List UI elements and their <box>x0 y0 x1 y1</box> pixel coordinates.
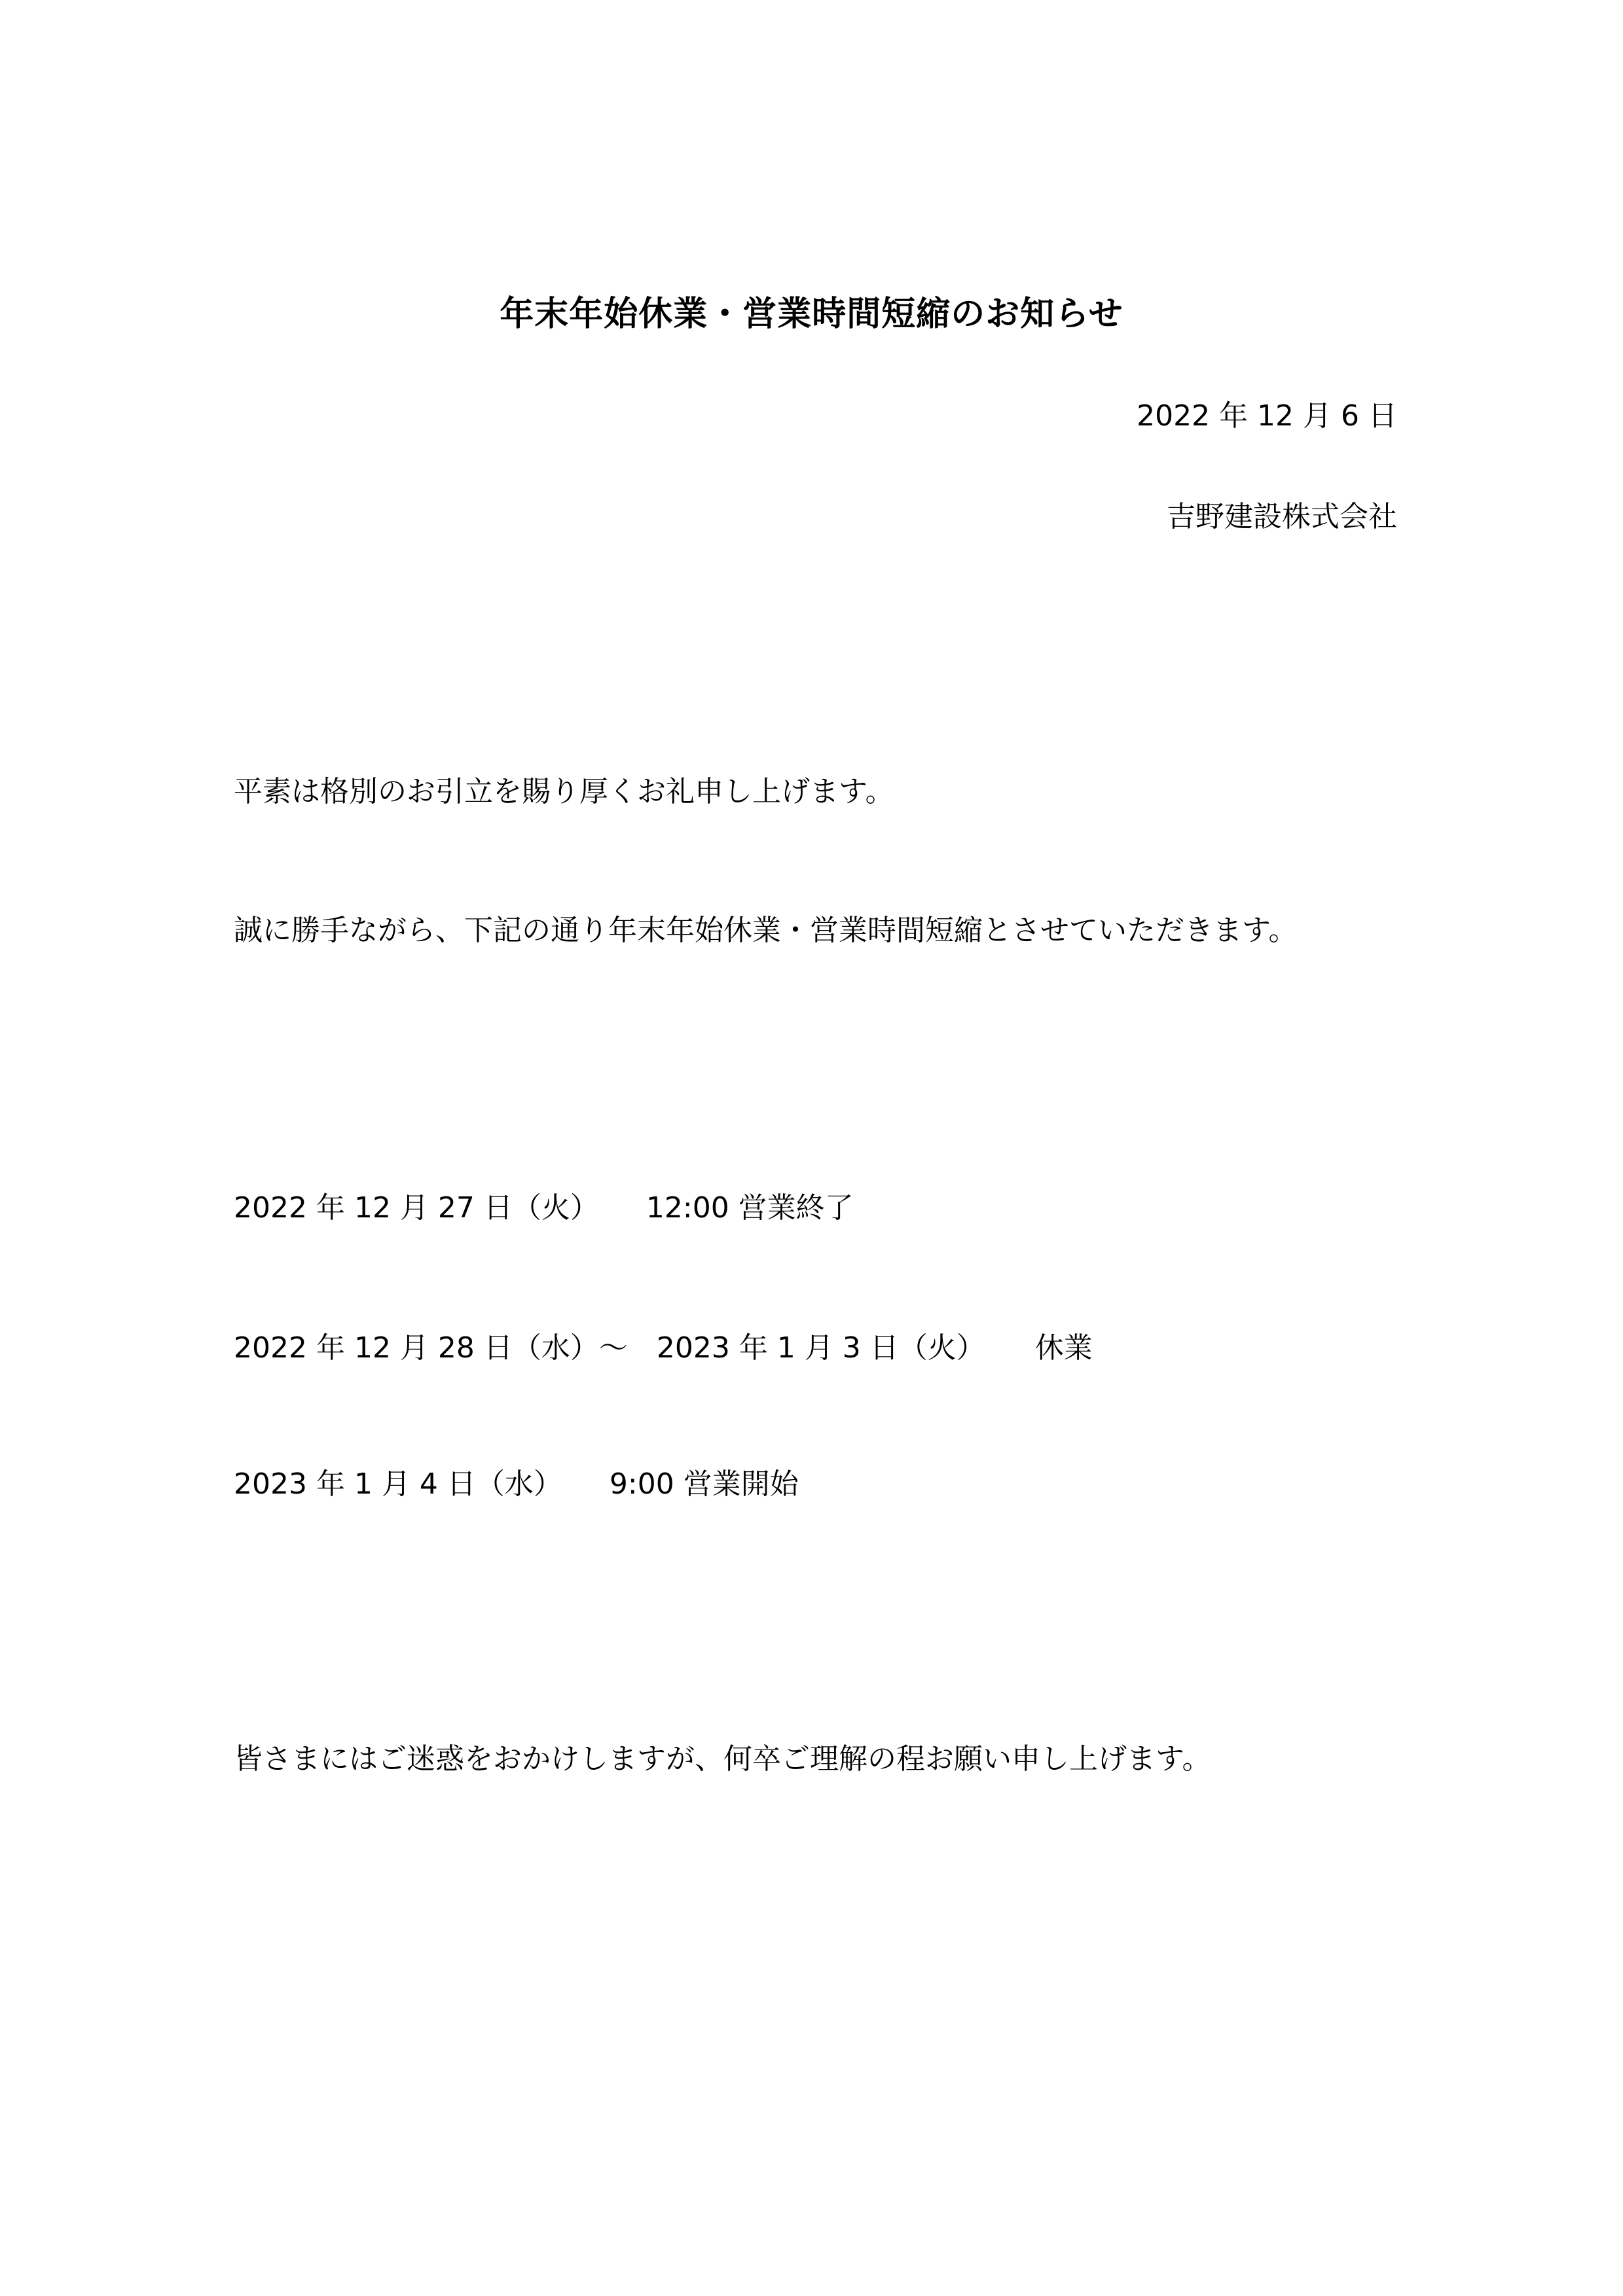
schedule-date-to: 2023 年 1 月 3 日（火） <box>656 1331 985 1365</box>
schedule-row-holiday <box>234 1329 1093 1368</box>
schedule-detail: 9:00 営業開始 <box>609 1467 799 1501</box>
schedule-detail: 12:00 営業終了 <box>646 1191 854 1225</box>
schedule-detail: 休業 <box>1034 1331 1093 1365</box>
schedule-row-reopen <box>234 1465 799 1504</box>
schedule-date-from: 2022 年 12 月 28 日（水）～ <box>234 1331 628 1365</box>
greeting-text: 平素は格別のお引立を賜り厚くお礼申し上げます。 <box>234 775 894 808</box>
intro-text: 誠に勝手ながら、下記の通り年末年始休業・営業時間短縮とさせていただきます。 <box>234 914 1298 947</box>
notice-date: 2022 年 12 月 6 日 <box>1137 399 1397 433</box>
schedule-date: 2023 年 1 月 4 日（水） <box>234 1467 562 1501</box>
schedule-row-early-close <box>234 1189 854 1228</box>
closing-text: 皆さまにはご迷惑をおかけしますが、何卒ご理解の程お願い申し上げます。 <box>234 1742 1211 1776</box>
schedule-date: 2022 年 12 月 27 日（火） <box>234 1191 599 1225</box>
notice-title: 年末年始休業・営業時間短縮のお知らせ <box>500 295 1123 334</box>
company-name: 吉野建設株式会社 <box>1167 500 1397 533</box>
